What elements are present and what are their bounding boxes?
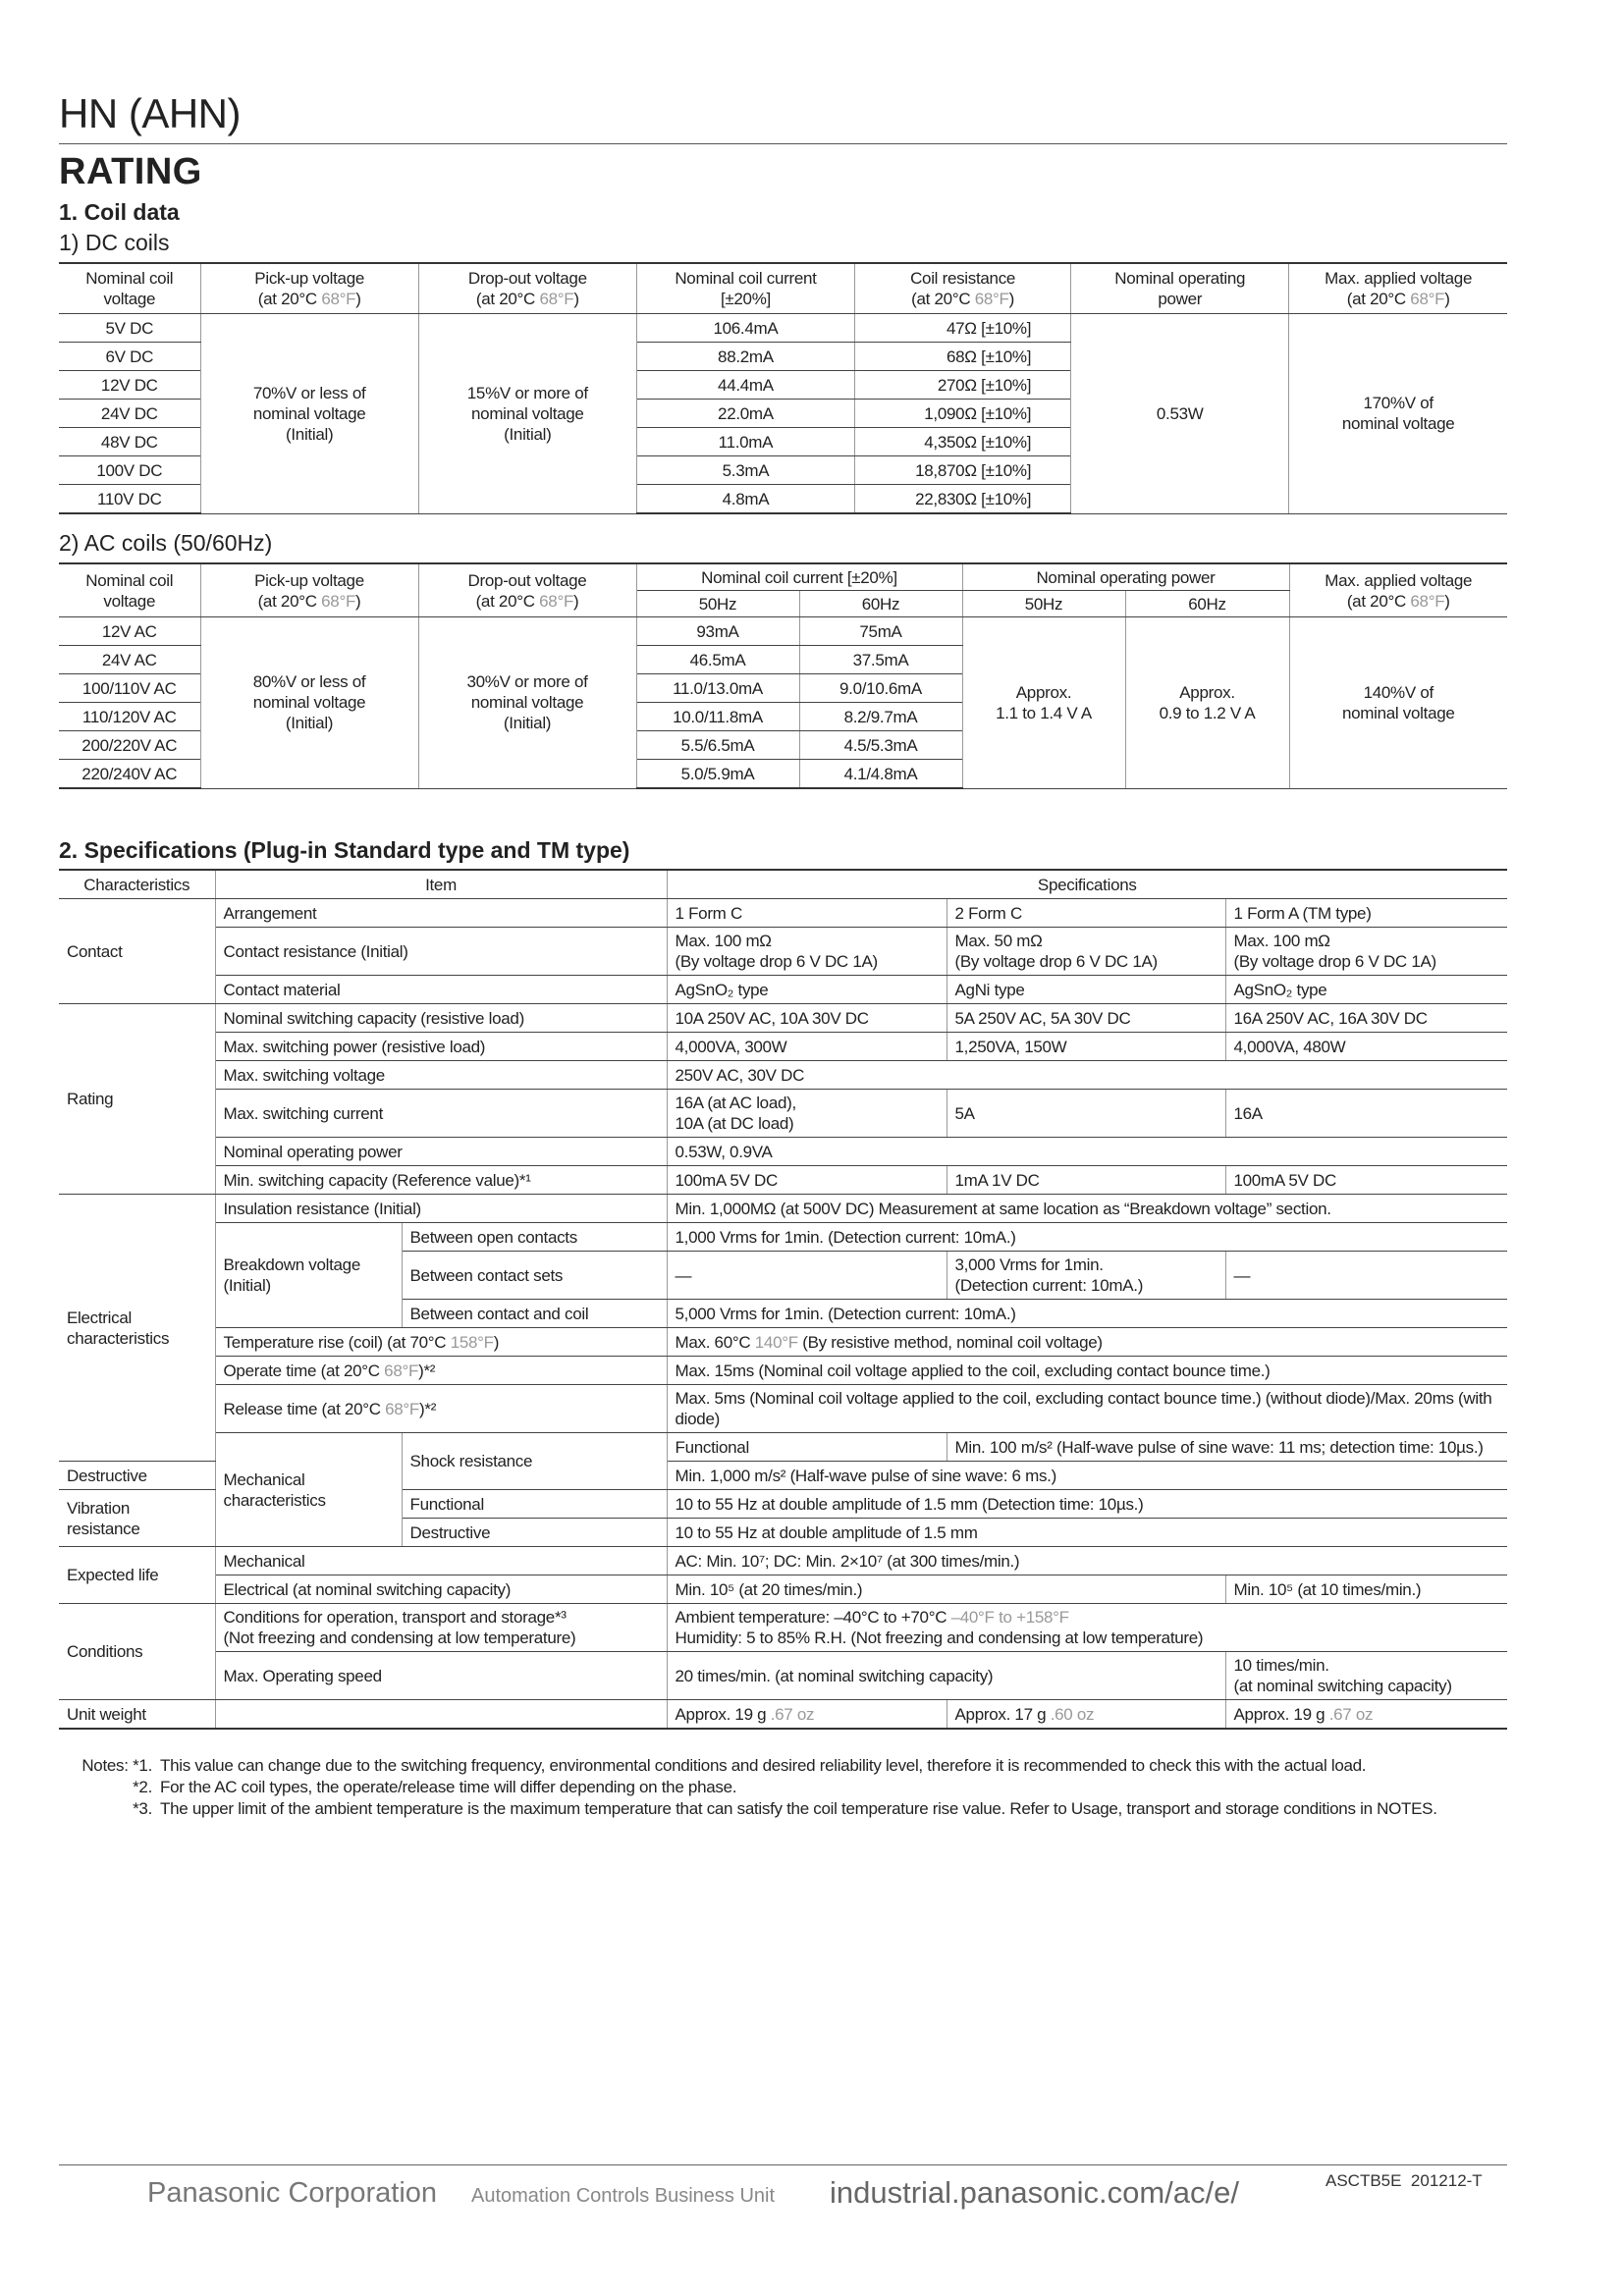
table-row [59, 1223, 1507, 1252]
cell-voltage: 200/220V AC [59, 731, 200, 760]
cell-current-60hz: 4.1/4.8mA [799, 760, 962, 789]
cell-current-60hz: 4.5/5.3mA [799, 731, 962, 760]
text-fragment: ) [573, 290, 579, 308]
spec-value: 5,000 Vrms for 1min. (Detection current: 10mA.) [667, 1300, 1507, 1328]
table-row [59, 314, 1507, 343]
section-title-rating: RATING [59, 151, 202, 192]
cell-resistance: 18,870Ω [±10%] [855, 456, 1071, 485]
header-resistance [855, 263, 1071, 314]
cell-current-50hz: 93mA [636, 617, 799, 646]
table-row [59, 1547, 1507, 1575]
text-fragment: 68°F [321, 290, 356, 308]
note-3 [59, 1798, 1512, 1820]
spec-value: 5A 250V AC, 5A 30V DC [947, 1004, 1225, 1033]
header-dropout [418, 563, 636, 617]
spec-value: 16A 250V AC, 16A 30V DC [1225, 1004, 1507, 1033]
spec-value: 16A (at AC load), 10A (at DC load) [667, 1090, 947, 1138]
spec-value: 1 Form A (TM type) [1225, 899, 1507, 928]
item-label: Contact resistance (Initial) [215, 928, 667, 976]
spec-value: 5A [947, 1090, 1225, 1138]
cell-current-50hz: 5.5/6.5mA [636, 731, 799, 760]
cell-current-50hz: 5.0/5.9mA [636, 760, 799, 789]
ac-coils-heading: 2) AC coils (50/60Hz) [59, 530, 273, 556]
spec-value: Max. 50 mΩ (By voltage drop 6 V DC 1A) [947, 928, 1225, 976]
text-fragment: –40°F to +158°F [950, 1608, 1069, 1627]
product-title: HN (AHN) [59, 90, 241, 136]
item-label [215, 1357, 667, 1385]
cell-voltage: 24V DC [59, 400, 200, 428]
text-fragment: Operate time [223, 1361, 321, 1380]
cell-pickup: 80%V or less of nominal voltage (Initial) [200, 617, 418, 789]
item-label [215, 1385, 667, 1433]
text-fragment: *2. [133, 1778, 152, 1796]
table-header-row [59, 563, 1507, 591]
cell-current: 88.2mA [636, 343, 854, 371]
text-fragment: (By resistive method, nominal coil voltage) [797, 1332, 1103, 1352]
text-fragment: ) [355, 591, 361, 611]
table-row [59, 617, 1507, 646]
header-nominal-voltage: Nominal coil voltage [59, 263, 200, 314]
spec-value: 20 times/min. (at nominal switching capacity) [667, 1652, 1225, 1700]
text-fragment: (at 20°C [1346, 290, 1411, 308]
text-fragment: The upper limit of the ambient temperature is the maximum temperature that can satisfy the coil temperature rise value. Refer to Usage, transport and storage conditions in NOTES. [160, 1799, 1437, 1818]
item-label [215, 1700, 667, 1730]
cell-max-voltage: 170%V of nominal voltage [1289, 314, 1507, 514]
cell-pickup: 70%V or less of nominal voltage (Initial) [200, 314, 418, 514]
cell-voltage: 110V DC [59, 485, 200, 514]
cell-voltage: 110/120V AC [59, 703, 200, 731]
text-fragment: This value can change due to the switching frequency, environmental conditions and desired reliability level, therefore it is recommended to check this with the actual load. [160, 1756, 1367, 1775]
item-label [215, 1328, 667, 1357]
spec-value: 2 Form C [947, 899, 1225, 928]
item-label: Max. switching voltage [215, 1061, 667, 1090]
text-fragment: Release time [223, 1399, 322, 1418]
cell-current-60hz: 8.2/9.7mA [799, 703, 962, 731]
cell-current: 11.0mA [636, 428, 854, 456]
cell-current-50hz: 46.5mA [636, 646, 799, 674]
spec-value: Max. 5ms (Nominal coil voltage applied to the coil, excluding contact bounce time.) (without diode)/Max. 20ms (with diode) [667, 1385, 1507, 1433]
spec-value [947, 1700, 1225, 1730]
spec-value: Max. 15ms (Nominal coil voltage applied to the coil, excluding contact bounce time.) [667, 1357, 1507, 1385]
text-fragment: (at 20°C [911, 290, 975, 308]
header-current-50hz: 50Hz [636, 591, 799, 617]
spec-value: 250V AC, 30V DC [667, 1061, 1507, 1090]
cell-voltage: 100/110V AC [59, 674, 200, 703]
group-expected-life: Expected life [59, 1547, 215, 1604]
text-fragment: 68°F [974, 290, 1009, 308]
note-1 [59, 1755, 1512, 1777]
title-divider [59, 143, 1507, 144]
subitem-label: Destructive [59, 1462, 215, 1490]
table-row [59, 1357, 1507, 1385]
text-fragment: ) [1008, 290, 1015, 308]
cell-current-60hz: 37.5mA [799, 646, 962, 674]
table-row [59, 1033, 1507, 1061]
table-row [59, 1004, 1507, 1033]
text-fragment: (at 20°C [320, 1361, 385, 1380]
table-row [59, 899, 1507, 928]
cell-current: 106.4mA [636, 314, 854, 343]
spec-value: Min. 100 m/s² (Half-wave pulse of sine wave: 11 ms; detection time: 10µs.) [947, 1433, 1507, 1462]
item-label: Contact material [215, 976, 667, 1004]
text-fragment: ) [493, 1332, 500, 1352]
group-electrical: Electrical characteristics [59, 1195, 215, 1462]
text-fragment: .67 oz [1328, 1704, 1374, 1724]
text-fragment: For the AC coil types, the operate/release time will differ depending on the phase. [160, 1778, 737, 1796]
text-fragment: (at 20°C [1346, 591, 1411, 611]
spec-value: 10 to 55 Hz at double amplitude of 1.5 mm [667, 1519, 1507, 1547]
table-header-row [59, 870, 1507, 899]
text-fragment: Drop-out voltage [467, 269, 587, 288]
table-row [59, 1138, 1507, 1166]
header-pickup [200, 563, 418, 617]
group-contact: Contact [59, 899, 215, 1004]
text-fragment: Max. 60°C [675, 1332, 755, 1352]
specifications-heading: 2. Specifications (Plug-in Standard type and TM type) [59, 837, 630, 863]
header-max-voltage [1289, 563, 1507, 617]
footer-url-link[interactable]: industrial.panasonic.com/ac/e/ [830, 2175, 1240, 2210]
text-fragment: (at 20°C [475, 290, 540, 308]
spec-value: 1 Form C [667, 899, 947, 928]
footer-company: Panasonic Corporation [147, 2177, 438, 2209]
spec-value: 10 to 55 Hz at double amplitude of 1.5 mm (Detection time: 10µs.) [667, 1490, 1507, 1519]
cell-resistance: 270Ω [±10%] [855, 371, 1071, 400]
item-label: Electrical (at nominal switching capacity) [215, 1575, 667, 1604]
cell-voltage: 5V DC [59, 314, 200, 343]
group-rating: Rating [59, 1004, 215, 1195]
spec-value: 10 times/min. (at nominal switching capacity) [1225, 1652, 1507, 1700]
cell-resistance: 4,350Ω [±10%] [855, 428, 1071, 456]
spec-value: 0.53W, 0.9VA [667, 1138, 1507, 1166]
table-row [59, 1090, 1507, 1138]
text-fragment: ) [1444, 591, 1450, 611]
cell-voltage: 24V AC [59, 646, 200, 674]
cell-voltage: 6V DC [59, 343, 200, 371]
item-label: Shock resistance [402, 1433, 667, 1490]
spec-value: Min. 10⁵ (at 10 times/min.) [1225, 1575, 1507, 1604]
spec-value: 1,250VA, 150W [947, 1033, 1225, 1061]
text-fragment: .60 oz [1050, 1704, 1095, 1724]
subitem-label: Functional [667, 1433, 947, 1462]
item-label: Conditions for operation, transport and storage*³ (Not freezing and condensing at low temperature) [215, 1604, 667, 1652]
text-fragment: .67 oz [770, 1704, 815, 1724]
table-row [59, 1385, 1507, 1433]
text-fragment: 68°F [384, 1361, 419, 1380]
table-row [59, 1700, 1507, 1730]
spec-value: Max. 100 mΩ (By voltage drop 6 V DC 1A) [667, 928, 947, 976]
cell-resistance: 1,090Ω [±10%] [855, 400, 1071, 428]
spec-value: 1mA 1V DC [947, 1166, 1225, 1195]
cell-power: 0.53W [1071, 314, 1289, 514]
spec-value [667, 1700, 947, 1730]
table-row [59, 976, 1507, 1004]
text-fragment: Max. applied voltage [1325, 570, 1473, 590]
header-current: Nominal coil current [±20%] [636, 563, 962, 591]
cell-voltage: 12V DC [59, 371, 200, 400]
group-conditions: Conditions [59, 1604, 215, 1700]
text-fragment: (at 20°C [475, 591, 540, 611]
cell-current: 22.0mA [636, 400, 854, 428]
header-specifications: Specifications [667, 870, 1507, 899]
text-fragment: Notes: [81, 1756, 129, 1775]
text-fragment: 158°F [450, 1332, 494, 1352]
text-fragment: ) [1444, 290, 1450, 308]
table-row [59, 1433, 1507, 1462]
header-characteristics: Characteristics [59, 870, 215, 899]
subitem-label: Between contact and coil [402, 1300, 667, 1328]
cell-current: 5.3mA [636, 456, 854, 485]
text-fragment: 68°F [1410, 591, 1445, 611]
spec-value: 3,000 Vrms for 1min. (Detection current: 10mA.) [947, 1252, 1225, 1300]
spec-value [1225, 1700, 1507, 1730]
header-nominal-voltage: Nominal coil voltage [59, 563, 200, 617]
text-fragment: Drop-out voltage [467, 570, 587, 590]
cell-current: 4.8mA [636, 485, 854, 514]
text-fragment: (at 20°C [257, 290, 322, 308]
text-fragment: Pick-up voltage [254, 269, 365, 288]
ac-coil-table [59, 562, 1507, 789]
item-label: Arrangement [215, 899, 667, 928]
header-power-50hz: 50Hz [962, 591, 1125, 617]
text-fragment: 68°F [539, 591, 574, 611]
text-fragment: Max. applied voltage [1325, 269, 1473, 288]
table-header-row [59, 263, 1507, 314]
subitem-label: Between contact sets [402, 1252, 667, 1300]
spec-value: — [1225, 1252, 1507, 1300]
item-label: Max. switching power (resistive load) [215, 1033, 667, 1061]
text-fragment: 68°F [321, 591, 356, 611]
spec-value: Max. 100 mΩ (By voltage drop 6 V DC 1A) [1225, 928, 1507, 976]
table-row [59, 1652, 1507, 1700]
header-current: Nominal coil current [±20%] [636, 263, 854, 314]
subitem-label: Destructive [402, 1519, 667, 1547]
note-2 [59, 1777, 1512, 1798]
table-row [59, 1575, 1507, 1604]
cell-resistance: 22,830Ω [±10%] [855, 485, 1071, 514]
spec-value: 100mA 5V DC [667, 1166, 947, 1195]
spec-value: Min. 10⁵ (at 20 times/min.) [667, 1575, 1225, 1604]
text-fragment: Coil resistance [910, 269, 1016, 288]
cell-current-60hz: 75mA [799, 617, 962, 646]
spec-value: AgNi type [947, 976, 1225, 1004]
header-power: Nominal operating power [1071, 263, 1289, 314]
footer-divider [59, 2164, 1507, 2165]
spec-value: — [667, 1252, 947, 1300]
item-label: Vibration resistance [59, 1490, 215, 1547]
header-pickup [200, 263, 418, 314]
text-fragment: )*² [419, 1399, 437, 1418]
header-power: Nominal operating power [962, 563, 1289, 591]
text-fragment: Humidity: 5 to 85% R.H. (Not freezing and condensing at low temperature) [675, 1629, 1204, 1647]
header-max-voltage [1289, 263, 1507, 314]
cell-dropout: 15%V or more of nominal voltage (Initial) [418, 314, 636, 514]
spec-value: 10A 250V AC, 10A 30V DC [667, 1004, 947, 1033]
text-fragment: Approx. 19 g [675, 1704, 771, 1724]
text-fragment: *3. [133, 1799, 152, 1818]
item-label: Nominal operating power [215, 1138, 667, 1166]
dc-coil-table [59, 262, 1507, 514]
header-dropout [418, 263, 636, 314]
table-row [59, 928, 1507, 976]
cell-current: 44.4mA [636, 371, 854, 400]
subitem-label: Between open contacts [402, 1223, 667, 1252]
item-label: Nominal switching capacity (resistive load) [215, 1004, 667, 1033]
text-fragment: 68°F [385, 1399, 420, 1418]
dc-coils-heading: 1) DC coils [59, 230, 170, 255]
specifications-table [59, 869, 1507, 1730]
cell-resistance: 47Ω [±10%] [855, 314, 1071, 343]
text-fragment: Approx. 19 g [1233, 1704, 1329, 1724]
cell-current-60hz: 9.0/10.6mA [799, 674, 962, 703]
spec-value: AC: Min. 10⁷; DC: Min. 2×10⁷ (at 300 times/min.) [667, 1547, 1507, 1575]
header-item: Item [215, 870, 667, 899]
spec-value: AgSnO₂ type [667, 976, 947, 1004]
text-fragment: 68°F [1410, 290, 1445, 308]
text-fragment: Approx. 17 g [954, 1704, 1051, 1724]
item-label: Breakdown voltage (Initial) [215, 1223, 402, 1328]
table-row [59, 1604, 1507, 1652]
cell-voltage: 48V DC [59, 428, 200, 456]
table-row [59, 1328, 1507, 1357]
spec-value: 4,000VA, 300W [667, 1033, 947, 1061]
text-fragment: (at 20°C [321, 1399, 386, 1418]
spec-value: Min. 1,000 m/s² (Half-wave pulse of sine wave: 6 ms.) [667, 1462, 1507, 1490]
cell-power-60hz: Approx. 0.9 to 1.2 V A [1125, 617, 1289, 789]
cell-power-50hz: Approx. 1.1 to 1.4 V A [962, 617, 1125, 789]
cell-max-voltage: 140%V of nominal voltage [1289, 617, 1507, 789]
text-fragment: *1. [133, 1756, 152, 1775]
table-row [59, 1166, 1507, 1195]
text-fragment: 140°F [754, 1332, 798, 1352]
text-fragment: (at 20°C [257, 591, 322, 611]
text-fragment: Temperature rise (coil) (at 70°C [223, 1332, 451, 1352]
subitem-label: Functional [402, 1490, 667, 1519]
text-fragment: 68°F [539, 290, 574, 308]
text-fragment: ) [355, 290, 361, 308]
table-row [59, 1061, 1507, 1090]
text-fragment: Ambient temperature: –40°C to +70°C [675, 1608, 951, 1627]
cell-current-50hz: 10.0/11.8mA [636, 703, 799, 731]
header-power-60hz: 60Hz [1125, 591, 1289, 617]
item-label: Max. Operating speed [215, 1652, 667, 1700]
spec-value: AgSnO₂ type [1225, 976, 1507, 1004]
table-row [59, 1195, 1507, 1223]
spec-value: 4,000VA, 480W [1225, 1033, 1507, 1061]
cell-voltage: 100V DC [59, 456, 200, 485]
notes [59, 1755, 1512, 1820]
note-marker [59, 1755, 160, 1777]
header-current-60hz: 60Hz [799, 591, 962, 617]
item-label: Mechanical [215, 1547, 667, 1575]
cell-resistance: 68Ω [±10%] [855, 343, 1071, 371]
text-fragment: )*² [418, 1361, 436, 1380]
cell-voltage: 220/240V AC [59, 760, 200, 789]
spec-value: 100mA 5V DC [1225, 1166, 1507, 1195]
spec-value [667, 1328, 1507, 1357]
item-label: Min. switching capacity (Reference value)*¹ [215, 1166, 667, 1195]
spec-value: Min. 1,000MΩ (at 500V DC) Measurement at same location as “Breakdown voltage” section. [667, 1195, 1507, 1223]
cell-dropout: 30%V or more of nominal voltage (Initial) [418, 617, 636, 789]
group-mechanical: Mechanical characteristics [215, 1433, 402, 1547]
group-unit-weight: Unit weight [59, 1700, 215, 1730]
spec-value: 1,000 Vrms for 1min. (Detection current: 10mA.) [667, 1223, 1507, 1252]
footer-doc-code: ASCTB5E 201212-T [1325, 2171, 1483, 2190]
text-fragment: Pick-up voltage [254, 570, 364, 590]
cell-voltage: 12V AC [59, 617, 200, 646]
footer-business-unit: Automation Controls Business Unit [471, 2185, 776, 2207]
item-label: Insulation resistance (Initial) [215, 1195, 667, 1223]
text-fragment: ) [573, 591, 579, 611]
coil-data-heading: 1. Coil data [59, 199, 180, 225]
cell-current-50hz: 11.0/13.0mA [636, 674, 799, 703]
item-label: Max. switching current [215, 1090, 667, 1138]
spec-value [667, 1604, 1507, 1652]
spec-value: 16A [1225, 1090, 1507, 1138]
